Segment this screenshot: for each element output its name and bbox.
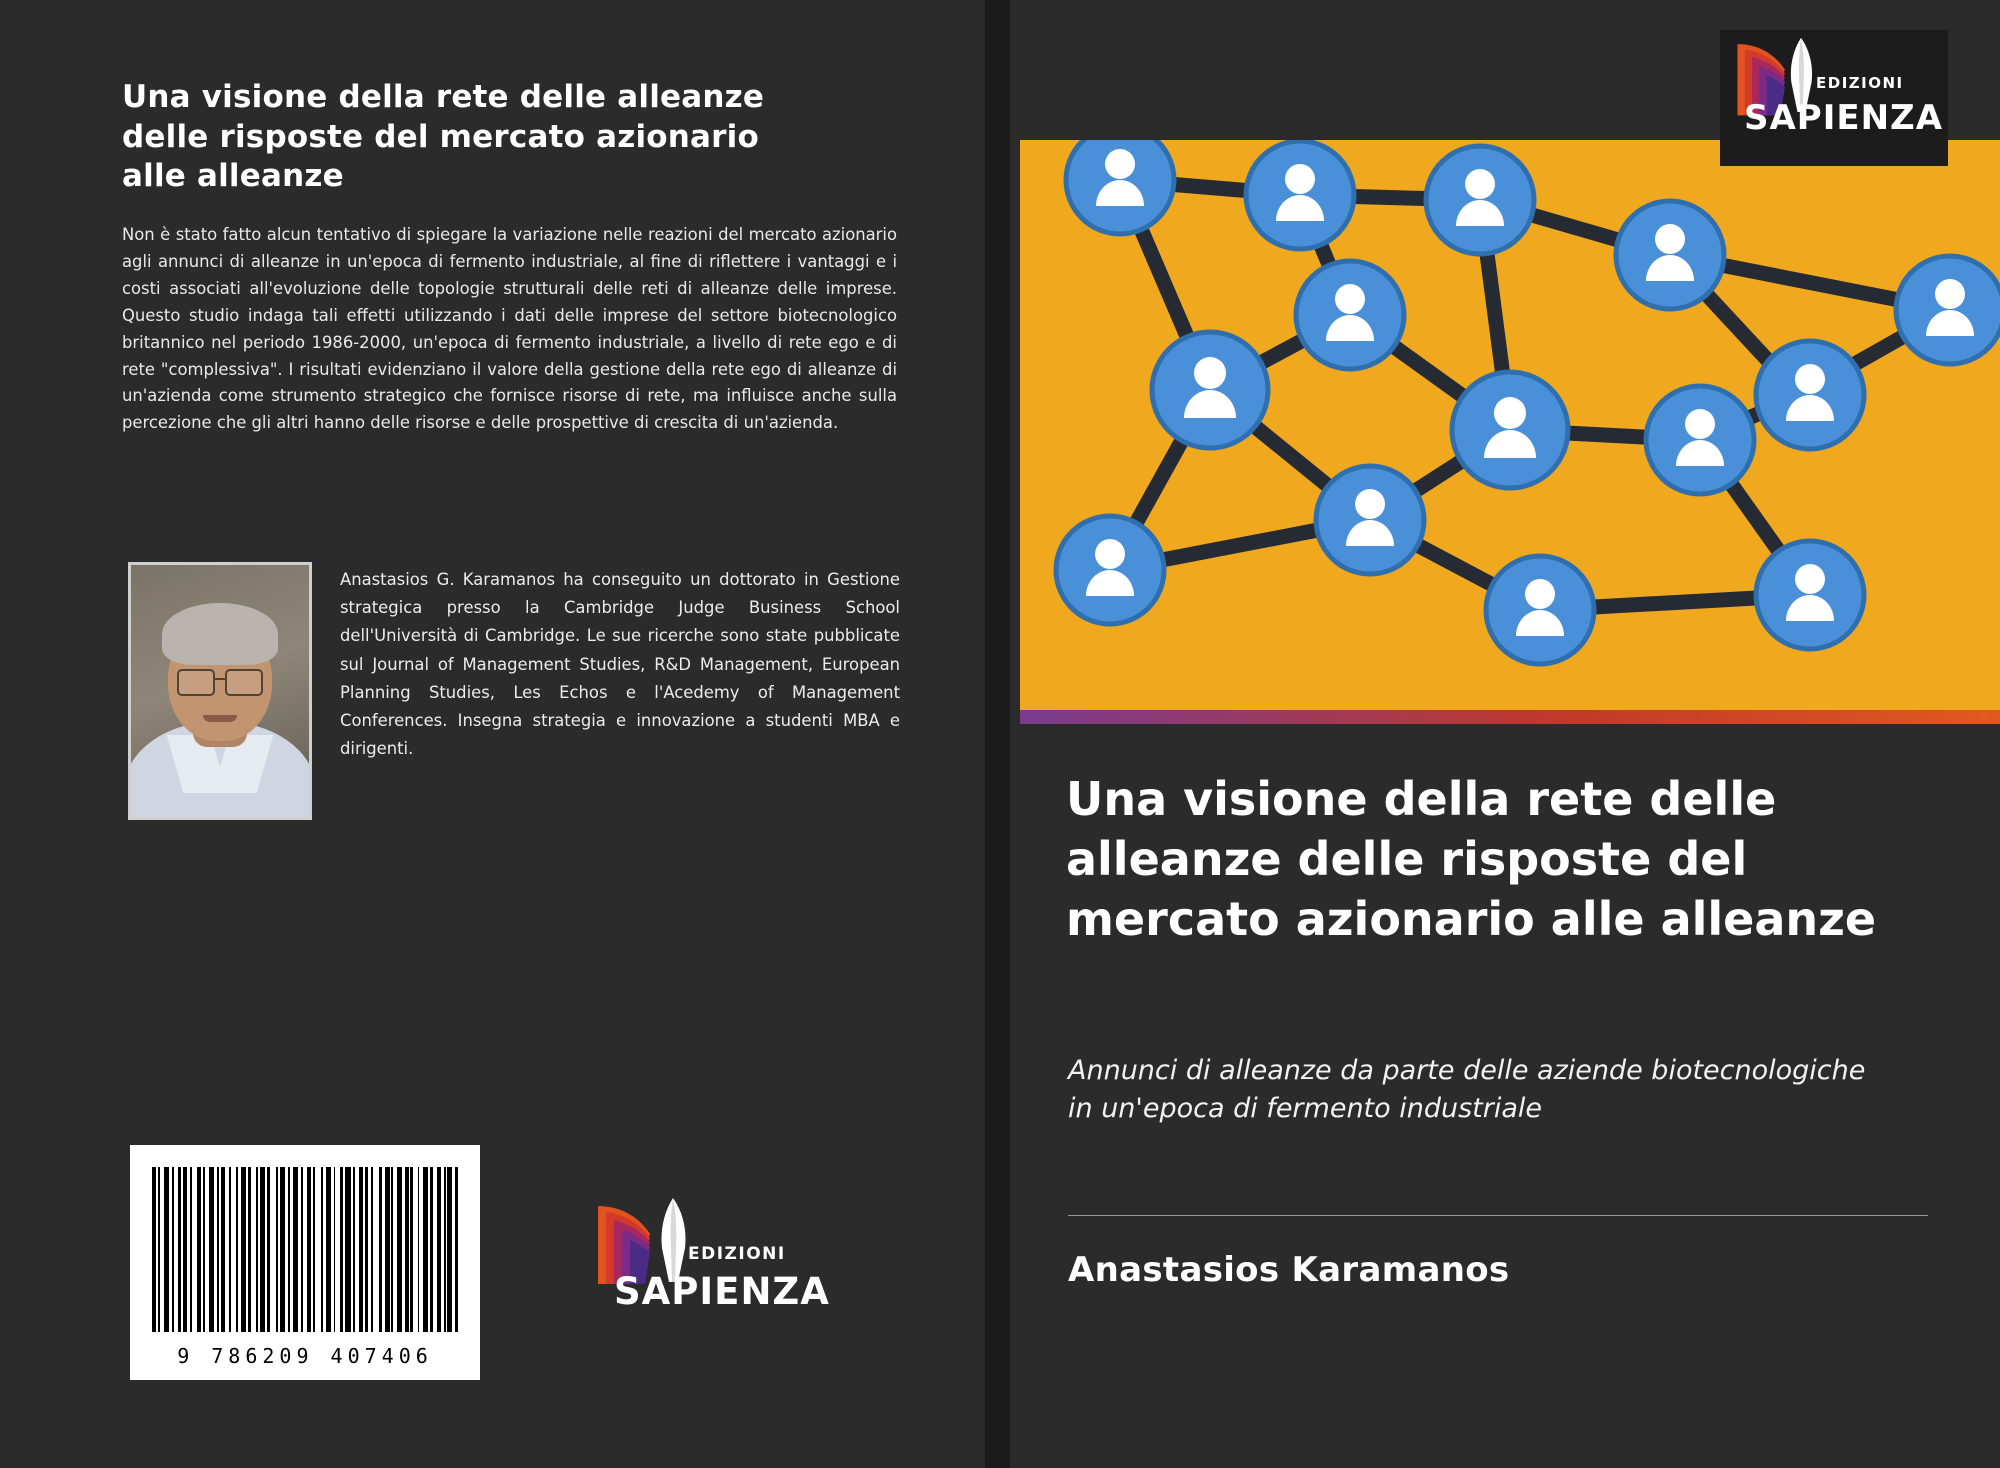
publisher-name-line2: SAPIENZA <box>614 1270 830 1313</box>
isbn-number: 9 786209 407406 <box>177 1344 433 1368</box>
photo-glasses-left <box>177 669 215 696</box>
publisher-name-line1-front: EDIZIONI <box>1816 74 1904 92</box>
network-graphic <box>1020 140 2000 710</box>
divider-rule <box>1068 1215 1928 1216</box>
front-cover <box>1010 0 2000 1468</box>
back-cover-title: Una visione della rete delle alleanze delle risposte del mercato azionario alle alleanze <box>122 79 765 195</box>
author-biography: Anastasios G. Karamanos ha conseguito un dottorato in Gestione strategica presso la Cambridge Judge Business School dell'Università di Cambridge. Le sue ricerche sono state pubblicate sul Journal of Management Studies, R&D Management, European Planning Studies, Les Echos e l'Acedemy of Management Conferences. Insegna strategia e innovazione a studenti MBA e dirigenti. <box>340 570 900 759</box>
author-photo <box>128 562 312 820</box>
photo-glasses-bridge <box>213 678 227 680</box>
publisher-logo-back <box>592 1200 830 1332</box>
publisher-logo-front <box>1728 36 1944 158</box>
author-block <box>128 562 900 820</box>
publisher-name-line2-front: SAPIENZA <box>1744 98 1944 138</box>
front-cover-subtitle: Annunci di alleanze da parte delle aziende biotecnologiche in un'epoca di fermento industriale <box>1068 1055 1866 1124</box>
back-cover <box>0 0 985 1468</box>
back-cover-abstract: Non è stato fatto alcun tentativo di spiegare la variazione nelle reazioni del mercato azionario agli annunci di alleanze in un'epoca di fermento industriale, al fine di riflettere i vantaggi e i costi associati all'evoluzione delle topologie strutturali delle reti di alleanze delle imprese. Questo studio indaga tali effetti utilizzando i dati delle imprese del settore biotecnologico britannico nel periodo 1986-2000, un'epoca di fermento industriale, a livello di rete ego e di rete "complessiva". I risultati evidenziano il valore della gestione della rete ego di alleanze di un'azienda come strumento strategico che fornisce risorse di rete, ma influisce anche sulla percezione che gli altri hanno delle risorse e delle prospettive di crescita di un'azienda. <box>122 225 897 433</box>
accent-bar <box>1020 710 2000 724</box>
book-spine <box>985 0 1010 1468</box>
front-cover-title: Una visione della rete delle alleanze delle risposte del mercato azionario alle alleanze <box>1066 772 1877 946</box>
photo-hair <box>162 603 278 665</box>
publisher-name-line1: EDIZIONI <box>688 1244 786 1264</box>
photo-mouth <box>203 715 237 722</box>
isbn-barcode <box>130 1145 480 1380</box>
cover-artwork-network <box>1020 140 2000 710</box>
barcode-bars <box>152 1167 458 1332</box>
front-cover-author: Anastasios Karamanos <box>1068 1250 1510 1290</box>
photo-glasses-right <box>225 669 263 696</box>
